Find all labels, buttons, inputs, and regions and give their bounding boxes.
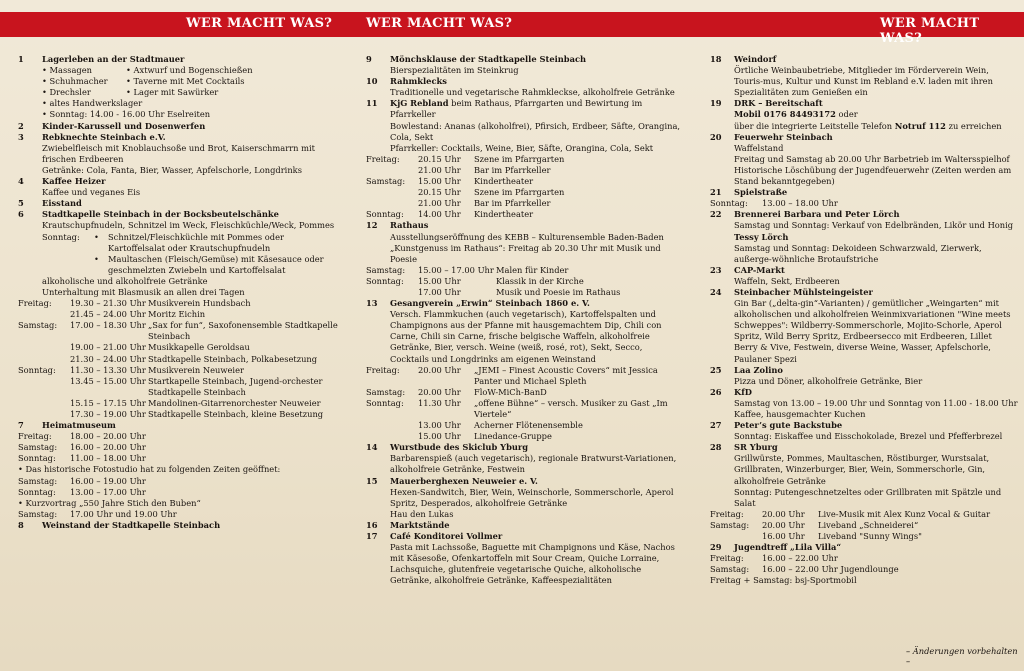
entry-number: 9 bbox=[366, 54, 372, 64]
entry-text: Krautschupfnudeln, Schnitzel im Weck, Fleischküchle/Weck, Pommes bbox=[42, 220, 335, 231]
entry-title: Gesangverein „Erwin“ Steinbach 1860 e. V. bbox=[390, 298, 590, 309]
entry-22 bbox=[710, 209, 1018, 264]
schedule-row: 13.00 Uhr Acherner Flötenensemble bbox=[418, 420, 583, 431]
schedule bbox=[366, 265, 682, 298]
entry-text: Unterhaltung mit Blasmusik an allen drei Tagen bbox=[42, 286, 245, 297]
entry-number: 19 bbox=[710, 98, 722, 109]
entry-number: 22 bbox=[710, 209, 722, 220]
entry-title: DRK – Bereitschaft bbox=[734, 98, 823, 109]
schedule-row: 21.00 Uhr Bar im Pfarrkeller bbox=[418, 164, 551, 175]
entry-number: 23 bbox=[710, 264, 722, 275]
banner-title-right: WER MACHT WAS? bbox=[880, 16, 980, 46]
entry-28 bbox=[710, 442, 1018, 542]
bullet-item: • Taverne mit Met Cocktails bbox=[126, 76, 245, 87]
entry-23 bbox=[710, 265, 1018, 287]
schedule-row: 15.15 – 17.15 Uhr Mandolinen-Gitarrenorchester Neuweier bbox=[70, 397, 321, 408]
entry-4 bbox=[18, 176, 340, 198]
entry-9 bbox=[366, 54, 682, 76]
entry-subtitle: beim Rathaus, Pfarrgarten und Bewirtung im Pfarrkeller bbox=[390, 98, 643, 120]
entry-number: 28 bbox=[710, 442, 722, 453]
entry-title: Rebknechte Steinbach e.V. bbox=[42, 131, 166, 142]
entry-number: 2 bbox=[18, 120, 24, 131]
entry-number: 7 bbox=[18, 420, 24, 431]
schedule-row: Samstag: 20.00 Uhr FloW-MiCh-BanD bbox=[366, 386, 547, 397]
entry-heading bbox=[390, 98, 682, 120]
entry-title: KjG Rebland bbox=[390, 98, 449, 109]
entry-text: Barbarenspieß (auch vegetarisch), regionale Bratwurst-Variationen, alkoholfreie Getränke, Festwein bbox=[390, 453, 677, 475]
emergency-line bbox=[734, 121, 1018, 132]
entry-text: Versch. Flammkuchen (auch vegetarisch), Kartoffelspalten und Champignons aus der Pfanne mit hausgemachtem Dip, Chili con Carne, Chili sin Carne, frische belgische Waffeln, alkoholfreie Getränke, Bier, versch. Weine (weiß, rosé, rot), Sekt, Secco, Cocktails und Longdrinks am eigenen Weinstand bbox=[390, 309, 662, 364]
entry-text: Ausstellungseröffnung des KEBB – Kulturensemble Baden-Baden „Kunstgenuss im Rathaus“: Freitag ab 20.30 Uhr mit Musik und Poesie bbox=[390, 231, 664, 264]
schedule-row: 19.00 – 21.00 Uhr Musikkapelle Geroldsau bbox=[70, 342, 250, 353]
schedule-row: Samstag: 15.00 – 17.00 Uhr Malen für Kinder bbox=[366, 264, 569, 275]
entry-text: Kaffee und veganes Eis bbox=[42, 187, 141, 198]
entry-number: 17 bbox=[366, 531, 378, 542]
entry-text: Samstag von 13.00 – 19.00 Uhr und Sonntag von 11.00 - 18.00 Uhr Kaffee, hausgemachter Kuchen bbox=[734, 397, 1018, 419]
entry-title: Rathaus bbox=[390, 220, 429, 231]
entry-title: Lagerleben an der Stadtmauer bbox=[42, 54, 185, 64]
schedule-row: Samstag: 15.00 Uhr Kindertheater bbox=[366, 176, 534, 187]
entry-number: 1 bbox=[18, 54, 24, 64]
bullet-item: • altes Handwerkslager bbox=[42, 98, 143, 109]
schedule-row: 17.30 – 19.00 Uhr Stadtkapelle Steinbach, kleine Besetzung bbox=[70, 409, 324, 419]
entry-number: 5 bbox=[18, 198, 24, 209]
entry-25 bbox=[710, 365, 1018, 387]
entry-text: Hexen-Sandwitch, Bier, Wein, Weinschorle, Sommerschorle, Aperol Spritz, Desperados, alkoholfreie Getränke bbox=[390, 486, 674, 508]
entry-text: Bowlestand: Ananas (alkoholfrei), Pfirsich, Erdbeer, Säfte, Orangina, Cola, Sekt bbox=[390, 120, 681, 142]
schedule-row: Samstag: 16.00 – 22.00 Uhr Jugendlounge bbox=[710, 564, 899, 575]
schedule-row: Freitag: 19.30 – 21.30 Uhr Musikverein Hundsbach bbox=[18, 298, 251, 309]
entry-title: Feuerwehr Steinbach bbox=[734, 131, 833, 142]
entry-title: Weinstand der Stadtkapelle Steinbach bbox=[42, 519, 221, 530]
entry-text: Waffelstand bbox=[734, 142, 784, 153]
schedule-row: Freitag: 20.00 Uhr „JEMI – Finest Acoustic Covers“ mit Jessica Panter und Michael Spleth bbox=[366, 364, 658, 386]
emergency-number: Notruf 112 bbox=[894, 120, 946, 131]
entry-number: 4 bbox=[18, 176, 24, 187]
schedule-row: Freitag: 20.00 Uhr Live-Musik mit Alex Kunz Vocal & Guitar bbox=[710, 508, 991, 519]
entry-text: Sonntag: Putengeschnetzeltes oder Grillbraten mit Spätzle und Salat bbox=[734, 486, 1002, 508]
entry-text: Zwiebelfleisch mit Knoblauchsoße und Brot, Kaiserschmarrn mit frischen Erdbeeren bbox=[42, 142, 315, 164]
entry-text: Historische Löschübung der Jugendfeuerwehr (Zeiten werden am Stand bekanntgegeben) bbox=[734, 164, 1012, 187]
entry-title: Café Konditorei Vollmer bbox=[390, 531, 503, 542]
entry-21 bbox=[710, 187, 1018, 209]
schedule-row: Sonntag: 13.00 – 18.00 Uhr bbox=[710, 198, 838, 209]
entry-number: 15 bbox=[366, 475, 378, 486]
entry-number: 12 bbox=[366, 220, 378, 231]
entry-title: Kinder-Karussell und Dosenwerfen bbox=[42, 120, 206, 131]
entry-text: Hau den Lukas bbox=[390, 508, 454, 519]
schedule-row: Freitag: 16.00 – 22.00 Uhr bbox=[710, 553, 838, 564]
entry-title: Brennerei Barbara und Peter Lörch bbox=[734, 209, 900, 220]
entry-number: 20 bbox=[710, 131, 722, 142]
schedule-row: Samstag: 16.00 – 19.00 Uhr bbox=[18, 475, 146, 486]
schedule-row: Freitag: 18.00 – 20.00 Uhr bbox=[18, 431, 146, 442]
bullet-item: • Schnitzel/Fleischküchle mit Pommes oder Kartoffelsalat oder Krautschupfnudeln bbox=[94, 231, 284, 253]
schedule-row: Freitag: 20.15 Uhr Szene im Pfarrgarten bbox=[366, 153, 565, 164]
schedule-row: 13.45 – 15.00 Uhr Startkapelle Steinbach, Jugend-orchester Stadtkapelle Steinbach bbox=[70, 375, 323, 397]
banner-title-left: WER MACHT WAS? bbox=[186, 16, 333, 31]
schedule-row: Samstag: 20.00 Uhr Liveband „Schneiderei“ bbox=[710, 519, 919, 530]
entry-text: Samstag und Sonntag: Dekoideen Schwarzwald, Zierwerk, außerge-wöhnliche Brotaufstriche bbox=[734, 242, 982, 264]
schedule-row: 17.00 Uhr Musik und Poesie im Rathaus bbox=[418, 286, 621, 297]
entry-title: Mauerberghexen Neuweier e. V. bbox=[390, 475, 538, 486]
entry-26 bbox=[710, 387, 1018, 420]
phone-line bbox=[734, 109, 1018, 120]
entry-text: Örtliche Weinbaubetriebe, Mitglieder im Förderverein Wein, Touris-mus, Kultur und Kunst im Rebland e.V. laden mit ihren Spezialitäten zum Genießen ein bbox=[734, 65, 993, 98]
schedule bbox=[710, 509, 1018, 542]
entry-number: 3 bbox=[18, 131, 24, 142]
entry-16 bbox=[366, 520, 682, 531]
entry-text: Bierspezialitäten im Steinkrug bbox=[390, 65, 519, 76]
schedule-row: Samstag: 16.00 – 20.00 Uhr bbox=[18, 442, 146, 453]
text-fragment: über die integrierte Leitstelle Telefon bbox=[734, 120, 895, 131]
entry-title: Peter’s gute Backstube bbox=[734, 420, 843, 431]
entry-title: KfD bbox=[734, 386, 752, 397]
entry-14 bbox=[366, 442, 682, 475]
schedule bbox=[366, 154, 682, 221]
entry-text: Freitag + Samstag: bsj-Sportmobil bbox=[710, 575, 857, 586]
schedule-row: 20.15 Uhr Szene im Pfarrgarten bbox=[418, 187, 565, 198]
schedule-row: Sonntag: 11.30 Uhr „offene Bühne“ – versch. Musiker zu Gast „Im Viertele“ bbox=[366, 397, 668, 419]
banner-title-middle: WER MACHT WAS? bbox=[366, 16, 513, 31]
bullet-item: • Maultaschen (Fleisch/Gemüse) mit Käsesauce oder geschmelzten Zwiebeln und Kartoffelsalat bbox=[94, 253, 324, 275]
entry-29 bbox=[710, 542, 1018, 586]
bullet-item: • Das historische Fotostudio hat zu folgenden Zeiten geöffnet: bbox=[18, 464, 281, 475]
bullet-item: • Axtwurf und Bogenschießen bbox=[126, 65, 253, 76]
entry-title: Mönchsklause der Stadtkapelle Steinbach bbox=[390, 54, 587, 64]
entry-11 bbox=[366, 98, 682, 220]
bullet-item: • Sonntag: 14.00 - 16.00 Uhr Eselreiten bbox=[42, 109, 211, 120]
entry-13 bbox=[366, 298, 682, 442]
schedule-row: Sonntag: 14.00 Uhr Kindertheater bbox=[366, 209, 534, 220]
entry-title: Heimatmuseum bbox=[42, 420, 116, 431]
entry-number: 25 bbox=[710, 364, 722, 375]
entry-number: 16 bbox=[366, 519, 378, 530]
entry-title: Kaffee Heizer bbox=[42, 176, 106, 187]
day-label: Sonntag: bbox=[42, 231, 80, 242]
entry-number: 27 bbox=[710, 420, 722, 431]
entry-title: Stadtkapelle Steinbach in der Bocksbeutelschänke bbox=[42, 209, 279, 220]
entry-number: 26 bbox=[710, 386, 722, 397]
schedule-row: 21.00 Uhr Bar im Pfarrkeller bbox=[418, 198, 551, 209]
entry-5 bbox=[18, 198, 340, 209]
bullet-item: • Kurzvortrag „550 Jahre Stich den Buben“ bbox=[18, 497, 201, 508]
entry-number: 29 bbox=[710, 542, 722, 553]
schedule-row: Sonntag: 15.00 Uhr Klassik in der Kirche bbox=[366, 275, 584, 286]
opening-hours bbox=[18, 431, 340, 520]
schedule bbox=[366, 365, 682, 443]
entry-title: SR Yburg bbox=[734, 442, 778, 453]
bullet-item: • Lager mit Sawürker bbox=[126, 87, 219, 98]
sunday-menu bbox=[42, 232, 340, 276]
entry-title: Marktstände bbox=[390, 519, 450, 530]
entry-text: alkoholische und alkoholfreie Getränke bbox=[42, 275, 208, 286]
entry-20 bbox=[710, 132, 1018, 187]
entry-6 bbox=[18, 209, 340, 420]
entry-title: Spielstraße bbox=[734, 187, 788, 198]
schedule bbox=[18, 298, 340, 420]
bullet-item: • Drechsler bbox=[42, 87, 91, 98]
entry-text: Grillwürste, Pommes, Maultaschen, Röstiburger, Wurstsalat, Grillbraten, Winzerburger, Bier, Wein, Sommerschorle, Gin, alkoholfreie Getränke bbox=[734, 453, 990, 486]
schedule-row: Samstag: 17.00 Uhr und 19.00 Uhr bbox=[18, 508, 177, 519]
entry-18 bbox=[710, 54, 1018, 98]
entry-text: Freitag und Samstag ab 20.00 Uhr Barbetrieb im Waltersspielhof bbox=[734, 153, 1010, 164]
entry-subtitle: Tessy Lörch bbox=[734, 231, 789, 242]
column-3 bbox=[710, 54, 1018, 587]
entry-title: Steinbacher Mühlsteingeister bbox=[734, 286, 873, 297]
entry-17 bbox=[366, 531, 682, 586]
schedule-row: Sonntag: 13.00 – 17.00 Uhr bbox=[18, 486, 146, 497]
entry-number: 11 bbox=[366, 98, 378, 109]
footer-note: – Änderungen vorbehalten – bbox=[906, 646, 1018, 666]
entry-1 bbox=[18, 54, 340, 121]
entry-text: Pasta mit Lachssoße, Baguette mit Champignons und Käse, Nachos mit Käsesoße, Ofenkartoffeln mit Sour Cream, Quiche Lorraine, Lachsquiche, glutenfreie vegetarische Quiche, alkoholische Getränke, alkoholfreie Getränke, Kaffeespezialitäten bbox=[390, 542, 675, 586]
schedule-row: 15.00 Uhr Linedance-Gruppe bbox=[418, 431, 552, 442]
entry-title: CAP-Markt bbox=[734, 264, 785, 275]
entry-text: Sonntag: Eiskaffee und Eisschokolade, Brezel und Pfefferbrezel bbox=[734, 431, 1003, 442]
schedule-row: Samstag: 17.00 – 18.30 Uhr „Sax for fun“, Saxofonensemble Stadtkapelle Steinbach bbox=[18, 320, 338, 342]
entry-title: Rahmklecks bbox=[390, 76, 447, 87]
mobile-number: Mobil 0176 84493172 bbox=[734, 109, 836, 120]
entry-text: Traditionelle und vegetarische Rahmkleckse, alkoholfreie Getränke bbox=[390, 87, 675, 98]
entry-19 bbox=[710, 98, 1018, 131]
bullet-item: • Schuhmacher bbox=[42, 76, 108, 87]
text-fragment: zu erreichen bbox=[945, 120, 1002, 131]
schedule-row: 21.30 – 24.00 Uhr Stadtkapelle Steinbach, Polkabesetzung bbox=[70, 353, 318, 364]
entry-title: Weindorf bbox=[734, 54, 777, 64]
entry-text: Pfarrkeller: Cocktails, Weine, Bier, Säfte, Orangina, Cola, Sekt bbox=[390, 142, 654, 153]
entry-8 bbox=[18, 520, 340, 531]
entry-number: 13 bbox=[366, 298, 378, 309]
entry-title: Laa Zolino bbox=[734, 364, 783, 375]
entry-number: 14 bbox=[366, 442, 378, 453]
entry-24 bbox=[710, 287, 1018, 365]
column-2 bbox=[366, 54, 682, 587]
entry-text: Pizza und Döner, alkoholfreie Getränke, Bier bbox=[734, 375, 923, 386]
entry-number: 18 bbox=[710, 54, 722, 64]
text-fragment: oder bbox=[835, 109, 858, 120]
schedule bbox=[710, 553, 1018, 586]
entry-7 bbox=[18, 420, 340, 520]
entry-number: 10 bbox=[366, 76, 378, 87]
schedule-row: 21.45 – 24.00 Uhr Moritz Eichin bbox=[70, 309, 206, 320]
entry-title: Eisstand bbox=[42, 198, 82, 209]
schedule-row: Sonntag: 11.30 – 13.30 Uhr Musikverein Neuweier bbox=[18, 364, 244, 375]
entry-number: 21 bbox=[710, 187, 722, 198]
bullet-item: • Massagen bbox=[42, 65, 93, 76]
header-banner bbox=[0, 12, 1024, 46]
column-1 bbox=[18, 54, 340, 531]
entry-3 bbox=[18, 132, 340, 176]
entry-2 bbox=[18, 121, 340, 132]
entry-number: 6 bbox=[18, 209, 24, 220]
schedule-row: 16.00 Uhr Liveband "Sunny Wings" bbox=[762, 531, 922, 542]
entry-number: 8 bbox=[18, 519, 24, 530]
entry-title: Jugendtreff „Lila Villa“ bbox=[734, 542, 842, 553]
entry-10 bbox=[366, 76, 682, 98]
entry-text: Samstag und Sonntag: Verkauf von Edelbränden, Likör und Honig bbox=[734, 220, 1014, 231]
bullet-grid bbox=[42, 65, 340, 98]
entry-27 bbox=[710, 420, 1018, 442]
entry-text: Gin Bar („delta-gin“-Varianten) / gemütlicher „Weingarten“ mit alkoholischen und alkoholfreien Weinmixvariationen "Wine meets Schweppes": Wildberry-Sommerschorle, Mojito-Schorle, Aperol Spritz, Wild Berry Spritz, Erdbeersecco mit Erdbeeren, Lillet Berry & Vive, Festwein, diverse Weine, Wasser, Apfelschorle, Paulaner Spezi bbox=[734, 298, 1011, 364]
entry-title: Wurstbude des Skiclub Yburg bbox=[390, 442, 529, 453]
entry-15 bbox=[366, 476, 682, 520]
entry-12 bbox=[366, 220, 682, 298]
schedule-row: Sonntag: 11.00 – 18.00 Uhr bbox=[18, 453, 146, 464]
entry-number: 24 bbox=[710, 286, 722, 297]
entry-text: Waffeln, Sekt, Erdbeeren bbox=[734, 275, 840, 286]
entry-text: Getränke: Cola, Fanta, Bier, Wasser, Apfelschorle, Longdrinks bbox=[42, 164, 302, 175]
